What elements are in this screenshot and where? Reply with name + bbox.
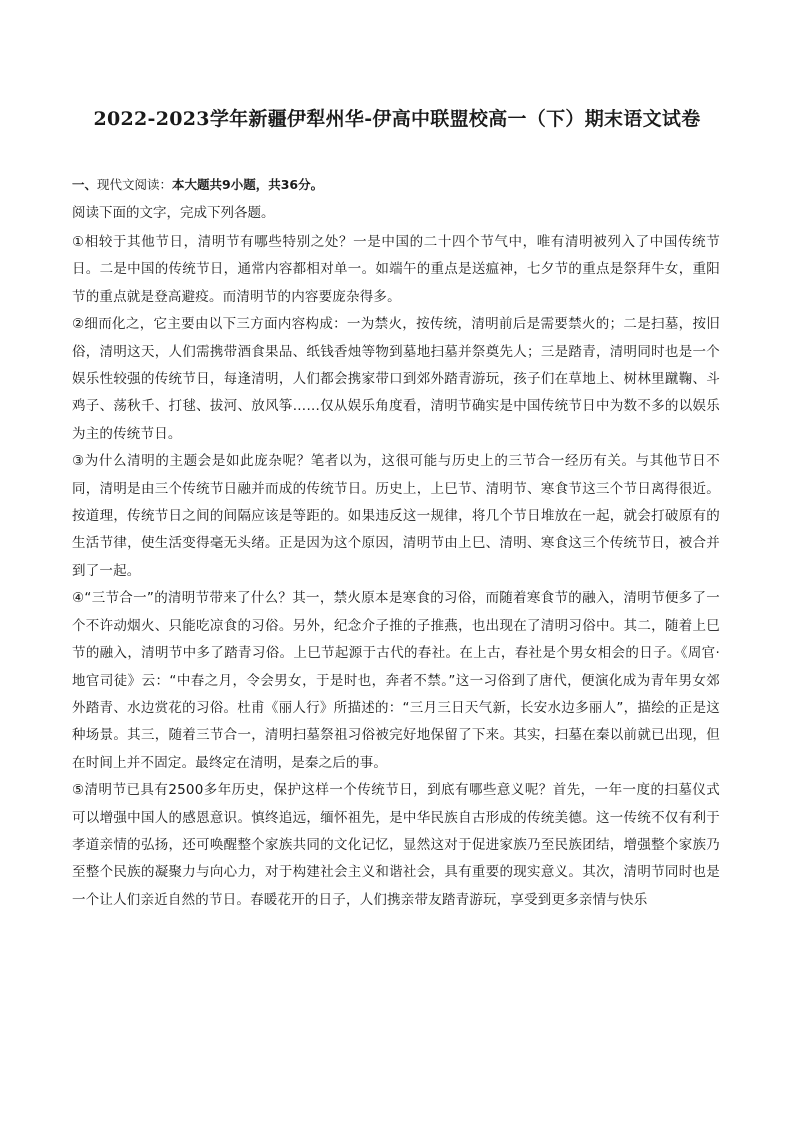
paragraph-5: ⑤清明节已具有2500多年历史，保护这样一个传统节日，到底有哪些意义呢？首先，一年一度的扫墓仪式可以增强中国人的感恩意识。慎终追远，缅怀祖先，是中华民族自古形成的传统美德。这一传统不仅有利于孝道亲情的弘扬，还可唤醒整个家族共同的文化记忆，显然这对于促进家族乃至民族团结，增强整个家族乃至整个民族的凝聚力与向心力，对于构建社会主义和谐社会，具有重要的现实意义。其次，清明节同时也是一个让人们亲近自然的节日。春暖花开的日子，人们携亲带友踏青游玩，享受到更多亲情与快乐 <box>72 782 720 908</box>
exam-content <box>72 172 720 914</box>
section-type: 现代文阅读： <box>97 177 173 192</box>
reading-instruction: 阅读下面的文字，完成下列各题。 <box>72 205 275 221</box>
paragraph-2: ②细而化之，它主要由以下三方面内容构成：一为禁火，按传统，清明前后是需要禁火的；二是扫墓，按旧俗，清明这天，人们需携带酒食果品、纸钱香烛等物到墓地扫墓并祭奠先人；三是踏青，清明同时也是一个娱乐性较强的传统节日，每逢清明，人们都会携家带口到郊外踏青游玩，孩子们在草地上、树林里蹴鞠、斗鸡子、荡秋千、打毬、拔河、放风筝……仅从娱乐角度看，清明节确实是中国传统节日中为数不多的以娱乐为主的传统节日。 <box>72 316 720 442</box>
section-number: 一、 <box>72 177 98 192</box>
paragraph-4: ④“三节合一”的清明节带来了什么？其一，禁火原本是寒食的习俗，而随着寒食节的融入，清明节便多了一个不许动烟火、只能吃凉食的习俗。另外，纪念介子推的子推燕，也出现在了清明习俗中。其二，随着上巳节的融入，清明节中多了踏青习俗。上巳节起源于古代的春社。在上古，春社是个男女相会的日子。《周官·地官司徒》云：“中春之月，令会男女，于是时也，奔者不禁。”这一习俗到了唐代，便演化成为青年男女郊外踏青、水边赏花的习俗。杜甫《丽人行》所描述的：“三月三日天气新，长安水边多丽人”，描绘的正是这种场景。其三，随着三节合一，清明扫墓祭祖习俗被完好地保留了下来。其实，扫墓在秦以前就已出现，但在时间上并不固定。最终定在清明，是秦之后的事。 <box>72 590 720 771</box>
section-heading <box>72 172 720 198</box>
section-details: 本大题共9小题，共36分。 <box>172 177 324 192</box>
exam-title: 2022-2023学年新疆伊犁州华-伊高中联盟校高一（下）期末语文试卷 <box>93 108 701 130</box>
paragraph-3: ③为什么清明的主题会是如此庞杂呢？笔者以为，这很可能与历史上的三节合一经历有关。与其他节日不同，清明是由三个传统节日融并而成的传统节日。历史上，上巳节、清明节、寒食节这三个节日离得很近。按道理，传统节日之间的间隔应该是等距的。如果违反这一规律，将几个节日堆放在一起，就会打破原有的生活节律，使生活变得毫无头绪。正是因为这个原因，清明节由上巳、清明、寒食这三个传统节日，被合并到了一起。 <box>72 453 720 579</box>
paragraph-1: ①相较于其他节日，清明节有哪些特别之处？一是中国的二十四个节气中，唯有清明被列入了中国传统节日。二是中国的传统节日，通常内容都相对单一。如端午的重点是送瘟神，七夕节的重点是祭拜牛女，重阳节的重点就是登高避疫。而清明节的内容要庞杂得多。 <box>72 234 720 305</box>
